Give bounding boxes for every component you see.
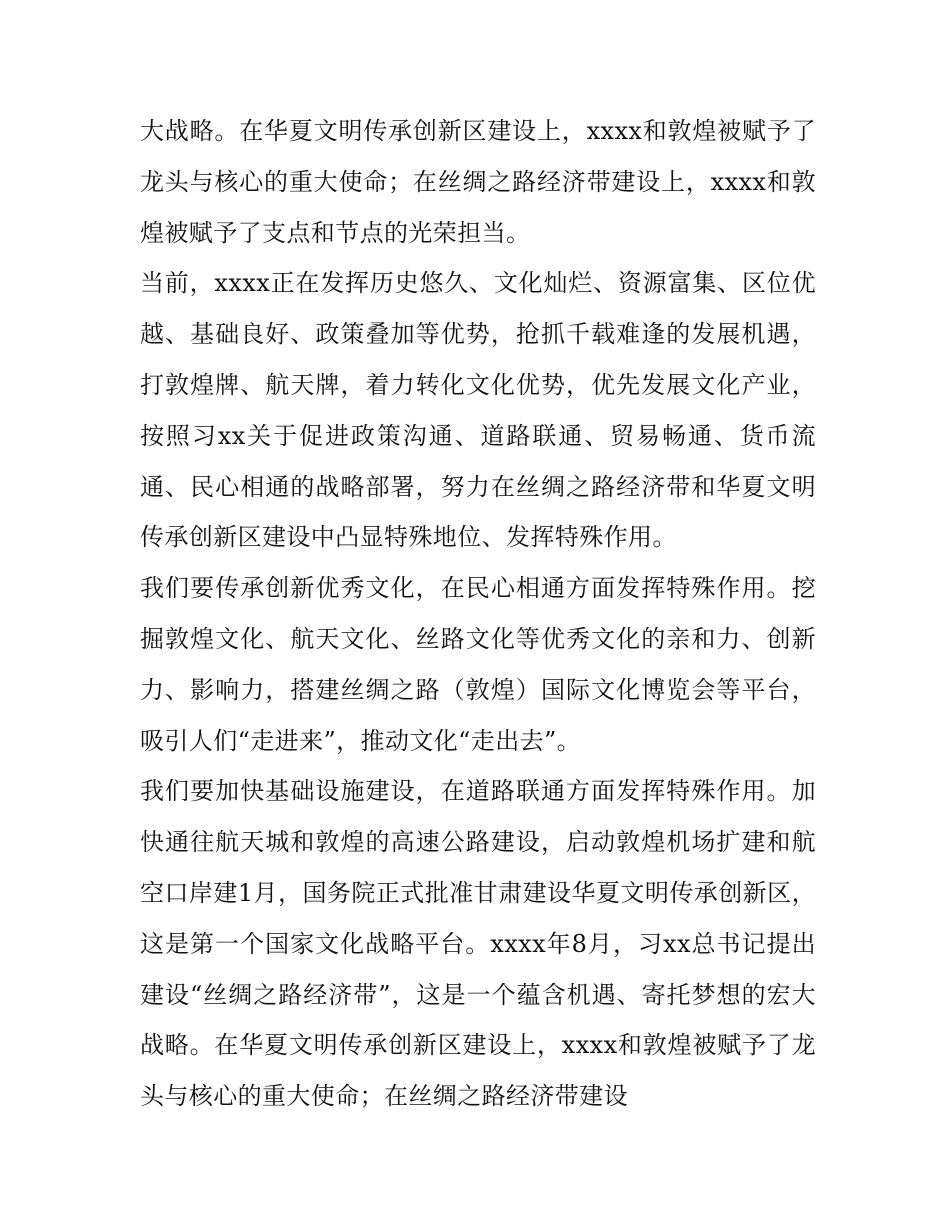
paragraph: 我们要加快基础设施建设，在道路联通方面发挥特殊作用。加快通往航天城和敦煌的高速公路建设，启动敦煌机场扩建和航空口岸建1月，国务院正式批准甘肃建设华夏文明传承创新区，这是第一个国家文化战略平台。xxxx年8月，习xx总书记提出建设“丝绸之路经济带”，这是一个蕴含机遇、寄托梦想的宏大战略。在华夏文明传承创新区建设上，xxxx和敦煌被赋予了龙头与核心的重大使命；在丝绸之路经济带建设 bbox=[140, 777, 816, 1111]
paragraph: 当前，xxxx正在发挥历史悠久、文化灿烂、资源富集、区位优越、基础良好、政策叠加等优势，抢抓千载难逢的发展机遇，打敦煌牌、航天牌，着力转化文化优势，优先发展文化产业，按照习xx关于促进政策沟通、道路联通、贸易畅通、货币流通、民心相通的战略部署，努力在丝绸之路经济带和华夏文明传承创新区建设中凸显特殊地位、发挥特殊作用。 bbox=[140, 269, 816, 552]
paragraph: 我们要传承创新优秀文化，在民心相通方面发挥特殊作用。挖掘敦煌文化、航天文化、丝路文化等优秀文化的亲和力、创新力、影响力，搭建丝绸之路（敦煌）国际文化博览会等平台，吸引人们“走进来”，推动文化“走出去”。 bbox=[140, 574, 816, 755]
body-text bbox=[140, 106, 816, 1122]
paragraph: 大战略。在华夏文明传承创新区建设上，xxxx和敦煌被赋予了龙头与核心的重大使命；在丝绸之路经济带建设上，xxxx和敦煌被赋予了支点和节点的光荣担当。 bbox=[140, 117, 816, 247]
